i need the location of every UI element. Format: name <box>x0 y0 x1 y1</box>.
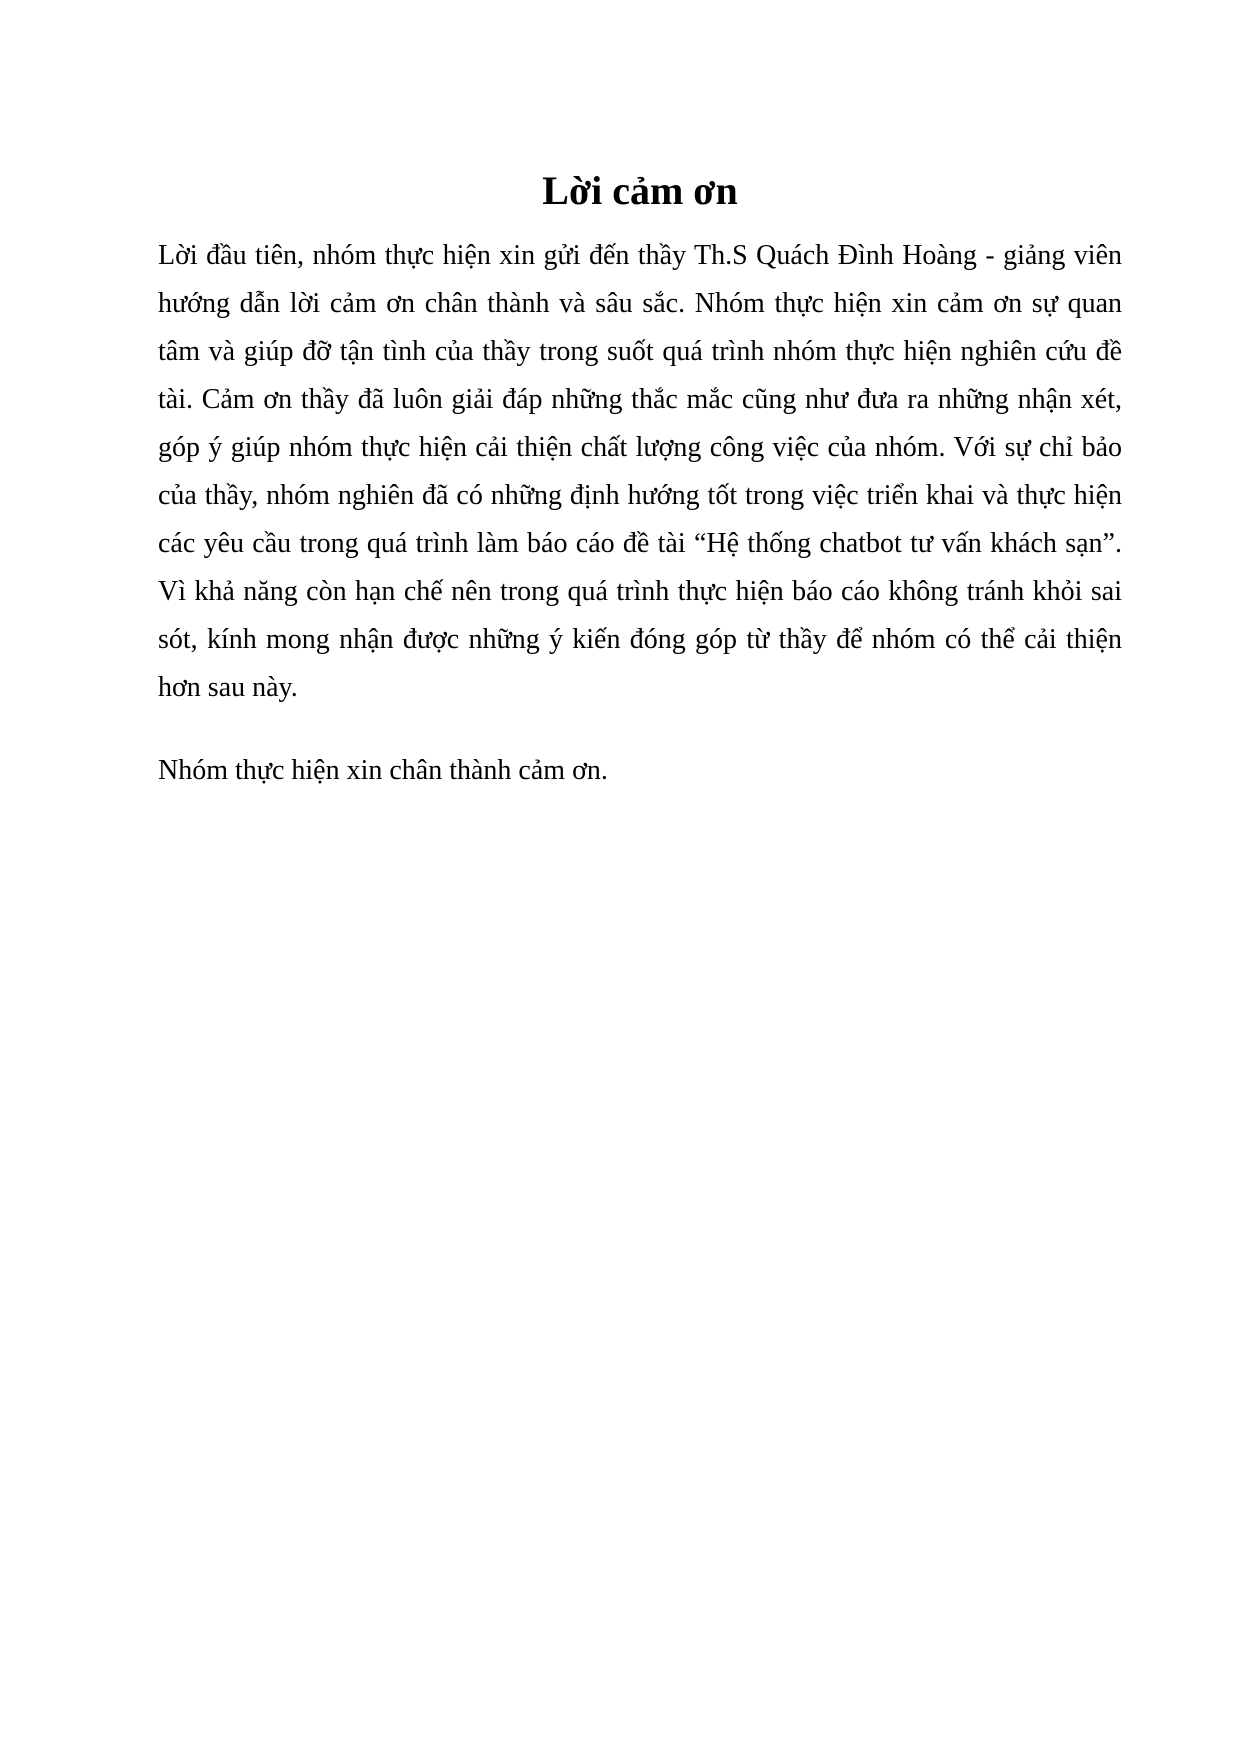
page-content <box>158 165 1122 830</box>
closing-paragraph: Nhóm thực hiện xin chân thành cảm ơn. <box>158 755 608 786</box>
page-title: Lời cảm ơn <box>542 168 738 213</box>
acknowledgement-paragraph: Lời đầu tiên, nhóm thực hiện xin gửi đến thầy Th.S Quách Đình Hoàng - giảng viên hướng dẫn lời cảm ơn chân thành và sâu sắc. Nhóm thực hiện xin cảm ơn sự quan tâm và giúp đỡ tận tình của thầy trong suốt quá trình nhóm thực hiện nghiên cứu đề tài. Cảm ơn thầy đã luôn giải đáp những thắc mắc cũng như đưa ra những nhận xét, góp ý giúp nhóm thực hiện cải thiện chất lượng công việc của nhóm. Với sự chỉ bảo của thầy, nhóm nghiên đã có những định hướng tốt trong việc triển khai và thực hiện các yêu cầu trong quá trình làm báo cáo đề tài “Hệ thống chatbot tư vấn khách sạn”. Vì khả năng còn hạn chế nên trong quá trình thực hiện báo cáo không tránh khỏi sai sót, kính mong nhận được những ý kiến đóng góp từ thầy để nhóm có thể cải thiện hơn sau này. <box>158 240 1122 703</box>
